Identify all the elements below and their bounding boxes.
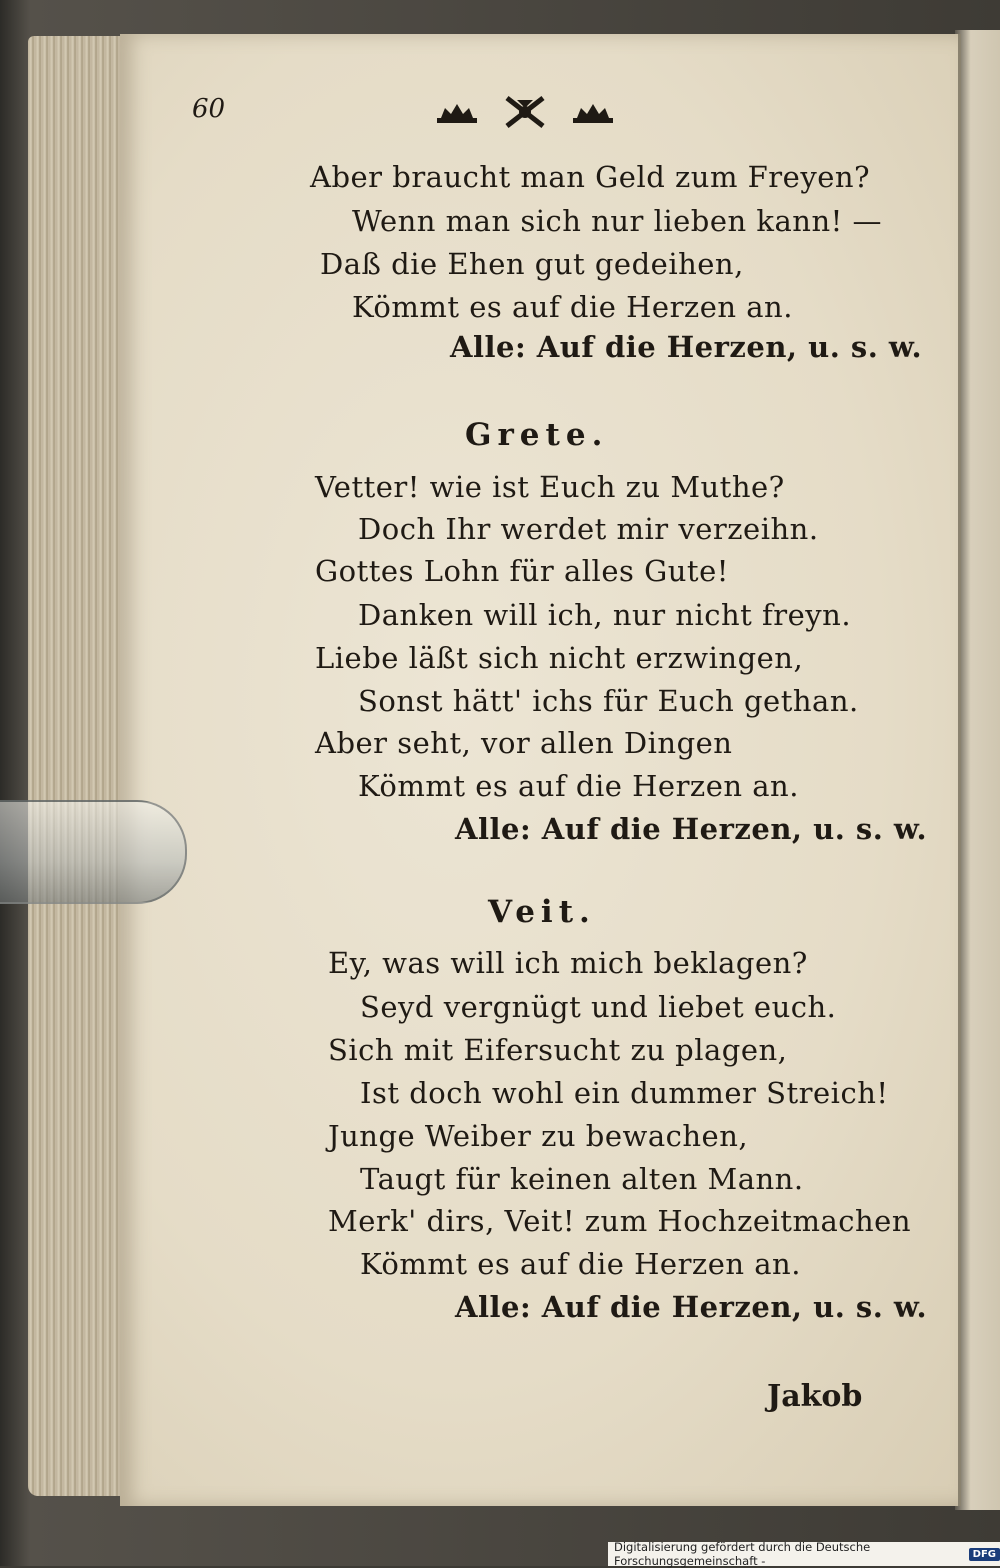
- speaker-name: Grete.: [465, 417, 609, 453]
- verse-line: Aber braucht man Geld zum Freyen?: [310, 160, 871, 194]
- verse-line: Ist doch wohl ein dummer Streich!: [360, 1076, 889, 1110]
- verse-line: Sonst hätt' ichs für Euch gethan.: [358, 684, 859, 718]
- ornament-icon: [435, 92, 615, 132]
- chorus-line: Alle: Auf die Herzen, u. s. w.: [450, 330, 923, 364]
- verse-line: Kömmt es auf die Herzen an.: [360, 1247, 801, 1281]
- verse-line: Kömmt es auf die Herzen an.: [352, 290, 793, 324]
- verse-line: Taugt für keinen alten Mann.: [360, 1162, 804, 1196]
- facing-page-edge: [955, 30, 1000, 1510]
- verse-line: Danken will ich, nur nicht freyn.: [358, 598, 852, 632]
- verse-line: Aber seht, vor allen Dingen: [315, 726, 733, 760]
- speaker-name: Veit.: [488, 894, 596, 930]
- verse-line: Seyd vergnügt und liebet euch.: [360, 990, 837, 1024]
- verse-line: Sich mit Eifersucht zu plagen,: [328, 1033, 788, 1067]
- verse-line: Liebe läßt sich nicht erzwingen,: [315, 641, 804, 675]
- page-number: 60: [192, 94, 226, 124]
- verse-line: Doch Ihr werdet mir verzeihn.: [358, 512, 819, 546]
- verse-line: Vetter! wie ist Euch zu Muthe?: [315, 470, 785, 504]
- page-clip: [0, 800, 187, 904]
- verse-line: Merk' dirs, Veit! zum Hochzeitmachen: [328, 1204, 912, 1238]
- verse-line: Junge Weiber zu bewachen,: [328, 1119, 749, 1153]
- verse-line: Daß die Ehen gut gedeihen,: [320, 247, 744, 281]
- credit-text: Digitalisierung gefördert durch die Deutsche Forschungsgemeinschaft -: [614, 1540, 871, 1568]
- verse-line: Ey, was will ich mich beklagen?: [328, 946, 808, 980]
- chorus-line: Alle: Auf die Herzen, u. s. w.: [455, 1290, 928, 1324]
- verse-line: Gottes Lohn für alles Gute!: [315, 554, 729, 588]
- verse-line: Kömmt es auf die Herzen an.: [358, 769, 799, 803]
- book-page: [120, 34, 961, 1506]
- page-text: [120, 34, 958, 1506]
- digitization-credit: [608, 1542, 1000, 1566]
- verse-line: Wenn man sich nur lieben kann! —: [352, 204, 883, 238]
- dfg-logo: DFG: [969, 1548, 1000, 1561]
- chorus-line: Alle: Auf die Herzen, u. s. w.: [455, 812, 928, 846]
- catchword: Jakob: [767, 1379, 863, 1414]
